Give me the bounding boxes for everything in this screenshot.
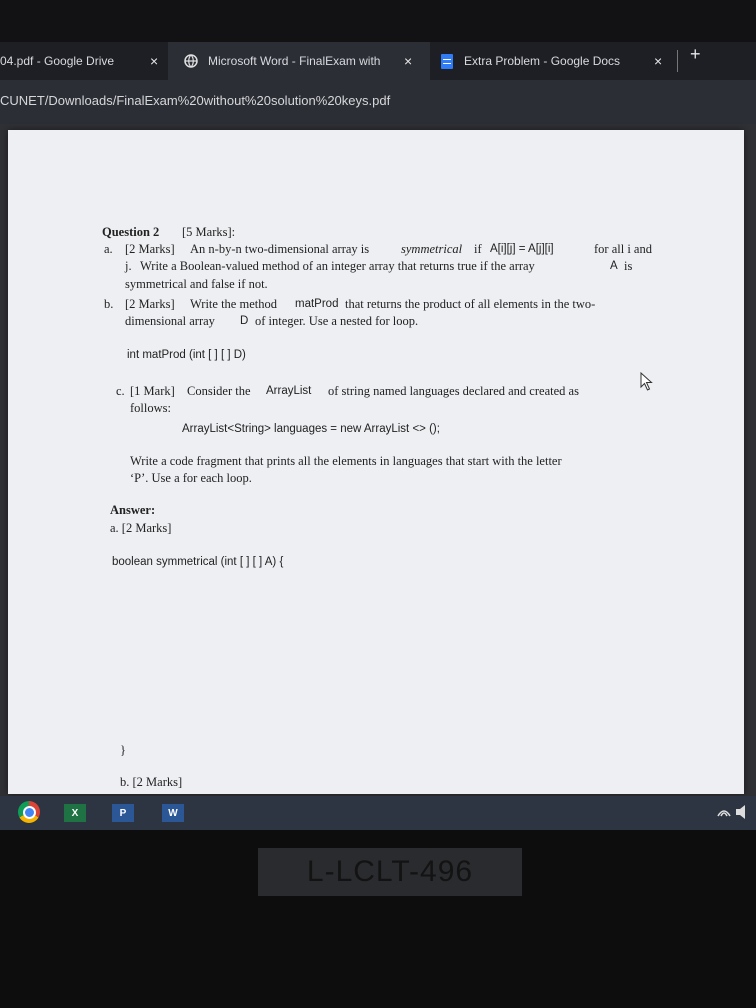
item-a-is: is (624, 259, 633, 273)
answer-title: Answer: (110, 503, 156, 517)
tab-google-drive[interactable] (0, 42, 168, 80)
answer-a-heading: a. [2 Marks] (110, 521, 172, 535)
item-a-symmetrical: symmetrical (401, 242, 463, 256)
globe-icon (184, 54, 198, 68)
tab-microsoft-word[interactable] (168, 42, 430, 80)
asset-label-sticker: L-LCLT-496 (258, 848, 522, 896)
powerpoint-icon[interactable] (112, 804, 134, 822)
new-tab-button[interactable]: + (690, 44, 701, 64)
item-c-label: c. (116, 384, 125, 398)
pdf-viewer[interactable] (0, 124, 756, 796)
tab-title: 04.pdf - Google Drive (0, 54, 115, 68)
item-a-j: j. (125, 259, 132, 273)
question-title: Question 2 (102, 225, 160, 239)
tab-close-icon[interactable]: × (150, 53, 159, 69)
browser-tab-bar (0, 42, 756, 80)
item-c-rest: of string named languages declared and created as (328, 384, 579, 398)
chrome-icon[interactable] (18, 801, 40, 823)
item-c-code: ArrayList (266, 385, 312, 397)
item-c-line4: ‘P’. Use a for each loop. (130, 471, 252, 485)
item-b-code: matProd (295, 298, 339, 310)
pdf-page (8, 130, 744, 794)
tray-icons (716, 804, 750, 820)
mouse-pointer-icon (640, 372, 654, 392)
item-a-text-end: for all i and (594, 242, 652, 256)
tab-close-icon[interactable]: × (654, 53, 663, 69)
tab-title: Extra Problem - Google Docs (464, 54, 621, 68)
item-a-array-name: A (610, 260, 618, 272)
item-b-text: Write the method (190, 297, 277, 311)
item-c-line2: follows: (130, 401, 171, 415)
item-b-label: b. (104, 297, 114, 311)
windows-taskbar (0, 796, 756, 830)
arraylist-declaration: ArrayList<String> languages = new ArrayList <> (); (182, 423, 440, 435)
google-docs-icon (440, 54, 454, 68)
item-b-array-name: D (240, 315, 249, 327)
item-a-line2: Write a Boolean-valued method of an integer array that returns true if the array (140, 259, 535, 273)
item-a-if: if (474, 242, 482, 256)
system-tray[interactable] (716, 804, 750, 823)
tab-title: Microsoft Word - FinalExam with (208, 54, 381, 68)
tab-google-docs[interactable] (430, 42, 678, 80)
document-content (8, 130, 744, 794)
word-icon-letter: W (168, 807, 178, 819)
item-b-marks: [2 Marks] (125, 297, 175, 311)
tab-close-icon[interactable]: × (404, 53, 413, 69)
powerpoint-icon-letter: P (119, 807, 127, 819)
item-c-line3: Write a code fragment that prints all the elements in languages that start with the letter (130, 454, 562, 468)
word-icon[interactable] (162, 804, 184, 822)
item-a-line3: symmetrical and false if not. (125, 277, 268, 291)
answer-b-heading: b. [2 Marks] (120, 775, 183, 789)
tab-separator (677, 50, 678, 72)
excel-icon[interactable] (64, 804, 86, 822)
item-c-text: Consider the (187, 384, 251, 398)
item-b-rest: that returns the product of all elements in the two- (345, 297, 596, 311)
excel-icon-letter: X (71, 807, 79, 819)
symmetrical-signature: boolean symmetrical (int [ ] [ ] A) { (112, 556, 284, 568)
item-a-code: A[i][j] = A[j][i] (490, 243, 554, 255)
address-bar[interactable] (0, 80, 756, 124)
item-a-label: a. (104, 242, 113, 256)
item-b-line2: dimensional array (125, 314, 215, 328)
matprod-signature: int matProd (int [ ] [ ] D) (127, 349, 246, 361)
item-a-text: An n-by-n two-dimensional array is (190, 242, 370, 256)
question-marks: [5 Marks]: (182, 225, 236, 239)
item-a-marks: [2 Marks] (125, 242, 175, 256)
monitor-bezel-top (0, 0, 756, 42)
url-text[interactable]: CUNET/Downloads/FinalExam%20without%20solution%20keys.pdf (0, 93, 391, 108)
closing-brace: } (120, 743, 126, 757)
item-c-marks: [1 Mark] (130, 384, 175, 398)
item-b-line2-rest: of integer. Use a nested for loop. (255, 314, 419, 328)
